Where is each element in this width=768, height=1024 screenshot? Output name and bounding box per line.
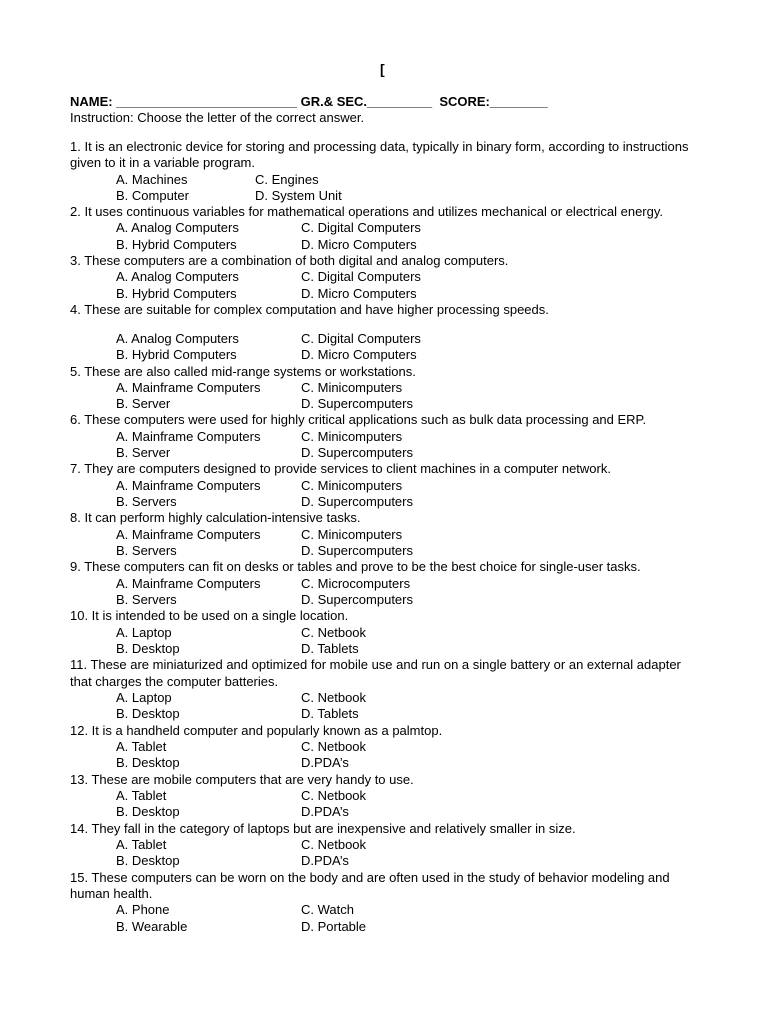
choice-b: B. Desktop: [116, 804, 180, 820]
choice-row: [70, 286, 697, 302]
header-bracket: [: [380, 61, 385, 77]
question-14: [70, 821, 697, 870]
choice-c: C. Minicomputers: [301, 379, 403, 395]
question-text: 7. They are computers designed to provide services to client machines in a computer network.: [70, 461, 611, 477]
question-text: 6. These computers were used for highly critical applications such as bulk data processing and ERP.: [70, 412, 647, 428]
choice-d: D. Tablets: [301, 706, 359, 722]
choice-c: C. Minicomputers: [301, 477, 403, 493]
choice-b: B. Servers: [116, 543, 177, 559]
answer-choices: [70, 788, 697, 821]
choice-row: [70, 543, 697, 559]
quiz-sheet: [70, 94, 697, 935]
answer-choices: [70, 172, 697, 205]
choice-a: A. Tablet: [116, 837, 167, 853]
choice-row: [70, 331, 697, 347]
question-text: 2. It uses continuous variables for mathematical operations and utilizes mechanical or electrical energy.: [70, 204, 664, 220]
question-text: 13. These are mobile computers that are very handy to use.: [70, 771, 414, 787]
choice-d: D. Micro Computers: [301, 285, 417, 301]
choice-row: [70, 853, 697, 869]
answer-choices: [70, 739, 697, 772]
choice-b: B. Wearable: [116, 918, 188, 934]
choice-row: [70, 445, 697, 461]
choice-row: [70, 494, 697, 510]
question-text: 12. It is a handheld computer and popularly known as a palmtop.: [70, 722, 443, 738]
choice-c: C. Minicomputers: [301, 526, 403, 542]
question-text: 1. It is an electronic device for storing and processing data, typically in binary form, according to instructions given to it in a variable program.: [70, 138, 689, 171]
answer-choices: [70, 220, 697, 253]
choice-c: C. Netbook: [301, 739, 367, 755]
answer-choices: [70, 429, 697, 462]
choice-a: A. Laptop: [116, 624, 172, 640]
choice-row: [70, 625, 697, 641]
question-text: 14. They fall in the category of laptops but are inexpensive and relatively smaller in size.: [70, 820, 576, 836]
choice-row: [70, 804, 697, 820]
answer-choices: [70, 331, 697, 364]
question-4: [70, 302, 697, 363]
choice-row: [70, 706, 697, 722]
choice-d: D. Supercomputers: [301, 494, 413, 510]
question-12: [70, 723, 697, 772]
choice-row: [70, 690, 697, 706]
choice-b: B. Computer: [116, 187, 189, 203]
question-text: 5. These are also called mid-range systems or workstations.: [70, 363, 416, 379]
question-text: 10. It is intended to be used on a single location.: [70, 608, 349, 624]
choice-a: A. Analog Computers: [116, 269, 239, 285]
choice-c: C. Digital Computers: [301, 220, 421, 236]
question-5: [70, 364, 697, 413]
choice-d: D.PDA’s: [301, 853, 349, 869]
choice-row: [70, 380, 697, 396]
name-grade-score-line: NAME: _________________________ GR.& SEC._________ SCORE:________: [70, 93, 548, 109]
choice-d: D. Micro Computers: [301, 236, 417, 252]
question-8: [70, 510, 697, 559]
choice-c: C. Netbook: [301, 690, 367, 706]
choice-row: [70, 902, 697, 918]
choice-a: A. Laptop: [116, 690, 172, 706]
choice-row: [70, 237, 697, 253]
choice-row: [70, 188, 697, 204]
choice-row: [70, 788, 697, 804]
question-6: [70, 412, 697, 461]
answer-choices: [70, 625, 697, 658]
choice-b: B. Desktop: [116, 641, 180, 657]
choice-c: C. Microcomputers: [301, 575, 411, 591]
question-3: [70, 253, 697, 302]
choice-a: A. Mainframe Computers: [116, 379, 261, 395]
choice-d: D. Supercomputers: [301, 543, 413, 559]
choice-c: C. Netbook: [301, 624, 367, 640]
choice-row: [70, 641, 697, 657]
choice-row: [70, 755, 697, 771]
choice-row: [70, 172, 697, 188]
question-text: 4. These are suitable for complex computation and have higher processing speeds.: [70, 302, 549, 318]
question-text: 8. It can perform highly calculation-intensive tasks.: [70, 510, 361, 526]
choice-b: B. Server: [116, 396, 171, 412]
choice-d: D. Micro Computers: [301, 347, 417, 363]
choice-d: D.PDA’s: [301, 755, 349, 771]
choice-c: C. Watch: [301, 902, 354, 918]
question-text: 3. These computers are a combination of both digital and analog computers.: [70, 253, 509, 269]
choice-d: D. Supercomputers: [301, 445, 413, 461]
choice-row: [70, 527, 697, 543]
choice-a: A. Mainframe Computers: [116, 526, 261, 542]
question-9: [70, 559, 697, 608]
choice-d: D.PDA’s: [301, 804, 349, 820]
choice-d: D. Supercomputers: [301, 396, 413, 412]
question-text: 9. These computers can fit on desks or tables and prove to be the best choice for single-user tasks.: [70, 559, 641, 575]
choice-b: B. Desktop: [116, 853, 180, 869]
answer-choices: [70, 527, 697, 560]
choice-b: B. Hybrid Computers: [116, 347, 237, 363]
choice-row: [70, 837, 697, 853]
question-11: [70, 657, 697, 722]
choice-b: B. Server: [116, 445, 171, 461]
question-2: [70, 204, 697, 253]
choice-d: D. Portable: [301, 918, 367, 934]
choice-row: [70, 347, 697, 363]
choice-b: B. Hybrid Computers: [116, 236, 237, 252]
instruction-text: Instruction: Choose the letter of the correct answer.: [70, 110, 365, 126]
choice-d: D. Tablets: [301, 641, 359, 657]
choice-b: B. Servers: [116, 592, 177, 608]
answer-choices: [70, 380, 697, 413]
choice-a: A. Mainframe Computers: [116, 477, 261, 493]
question-1: [70, 139, 697, 204]
choice-row: [70, 220, 697, 236]
choice-row: [70, 919, 697, 935]
choice-b: B. Desktop: [116, 755, 180, 771]
choice-row: [70, 576, 697, 592]
answer-choices: [70, 837, 697, 870]
choice-row: [70, 269, 697, 285]
answer-choices: [70, 576, 697, 609]
answer-choices: [70, 690, 697, 723]
choice-row: [70, 396, 697, 412]
question-text: 11. These are miniaturized and optimized for mobile use and run on a single battery or an external adapter that charges the computer batteries.: [70, 657, 681, 689]
choice-d: D. Supercomputers: [301, 592, 413, 608]
choice-row: [70, 478, 697, 494]
choice-a: A. Analog Computers: [116, 330, 239, 346]
question-15: [70, 870, 697, 935]
choice-a: A. Tablet: [116, 788, 167, 804]
choice-c: C. Netbook: [301, 837, 367, 853]
question-list: [70, 139, 697, 935]
choice-c: C. Digital Computers: [301, 330, 421, 346]
question-text: 15. These computers can be worn on the body and are often used in the study of behavior modeling and human health.: [70, 869, 670, 901]
question-10: [70, 608, 697, 657]
choice-a: A. Analog Computers: [116, 220, 239, 236]
answer-choices: [70, 902, 697, 935]
choice-c: C. Netbook: [301, 788, 367, 804]
answer-choices: [70, 269, 697, 302]
choice-a: A. Mainframe Computers: [116, 428, 261, 444]
choice-row: [70, 739, 697, 755]
choice-c: C. Digital Computers: [301, 269, 421, 285]
choice-d: D. System Unit: [255, 187, 342, 203]
choice-row: [70, 429, 697, 445]
choice-b: B. Desktop: [116, 706, 180, 722]
question-7: [70, 461, 697, 510]
choice-b: B. Servers: [116, 494, 177, 510]
choice-b: B. Hybrid Computers: [116, 285, 237, 301]
answer-choices: [70, 478, 697, 511]
choice-c: C. Minicomputers: [301, 428, 403, 444]
choice-c: C. Engines: [255, 171, 319, 187]
choice-a: A. Phone: [116, 902, 170, 918]
choice-a: A. Machines: [116, 171, 188, 187]
choice-a: A. Mainframe Computers: [116, 575, 261, 591]
choice-a: A. Tablet: [116, 739, 167, 755]
question-13: [70, 772, 697, 821]
choice-row: [70, 592, 697, 608]
